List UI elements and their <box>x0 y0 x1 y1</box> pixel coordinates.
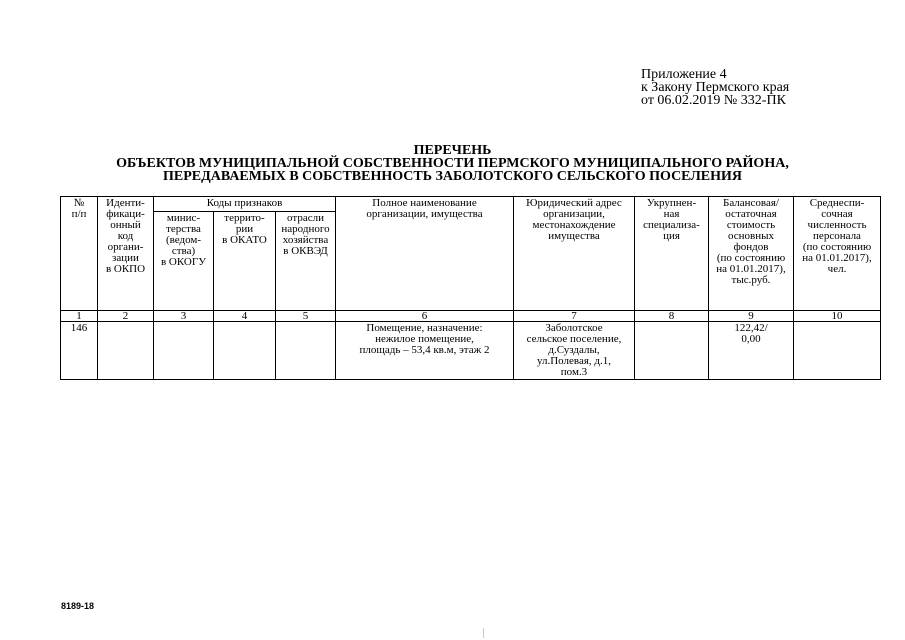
table-row <box>61 322 881 380</box>
header-okved: отрасли народного хозяйства в ОКВЭД <box>276 212 336 311</box>
title-line-2: ОБЪЕКТОВ МУНИЦИПАЛЬНОЙ СОБСТВЕННОСТИ ПЕРМСКОГО МУНИЦИПАЛЬНОГО РАЙОНА, <box>116 156 789 171</box>
title-line-1: ПЕРЕЧЕНЬ <box>413 143 492 158</box>
header-specialization: Укрупнен- ная специализа- ция <box>635 197 709 311</box>
cell-address: Заболотское сельское поселение, д.Суздалы, ул.Полевая, д.1, пом.3 <box>514 322 635 380</box>
header-name: Полное наименование организации, имущества <box>336 197 514 311</box>
cell-okogu <box>154 322 214 380</box>
cell-num: 146 <box>61 322 98 380</box>
column-number: 8 <box>635 311 709 322</box>
cell-balance: 122,42/ 0,00 <box>709 322 794 380</box>
scan-mark <box>483 628 484 638</box>
document-title <box>0 144 905 183</box>
cell-staff <box>794 322 881 380</box>
column-number: 6 <box>336 311 514 322</box>
column-number: 4 <box>214 311 276 322</box>
appendix-block <box>641 68 861 107</box>
header-okogu: минис- терства (ведом- ства) в ОКОГУ <box>154 212 214 311</box>
header-row <box>61 197 881 212</box>
column-number: 7 <box>514 311 635 322</box>
column-number: 9 <box>709 311 794 322</box>
title-line-3: ПЕРЕДАВАЕМЫХ В СОБСТВЕННОСТЬ ЗАБОЛОТСКОГО СЕЛЬСКОГО ПОСЕЛЕНИЯ <box>163 169 742 184</box>
header-address: Юридический адрес организации, местонахождение имущества <box>514 197 635 311</box>
column-number: 5 <box>276 311 336 322</box>
cell-name: Помещение, назначение: нежилое помещение, площадь – 53,4 кв.м, этаж 2 <box>336 322 514 380</box>
cell-okpo <box>98 322 154 380</box>
cell-okved <box>276 322 336 380</box>
appendix-date-line: от 06.02.2019 № 332-ПК <box>641 93 786 108</box>
column-number: 10 <box>794 311 881 322</box>
column-number: 1 <box>61 311 98 322</box>
column-number: 2 <box>98 311 154 322</box>
header-codes-group: Коды признаков <box>154 197 336 212</box>
property-table <box>60 196 881 380</box>
appendix-law-line: к Закону Пермского края <box>641 80 790 95</box>
header-okato: террито- рии в ОКАТО <box>214 212 276 311</box>
column-number-row <box>61 311 881 322</box>
header-num: № п/п <box>61 197 98 311</box>
document-code: 8189-18 <box>61 601 95 611</box>
column-number: 3 <box>154 311 214 322</box>
cell-okato <box>214 322 276 380</box>
appendix-line: Приложение 4 <box>641 67 727 82</box>
header-staff: Среднеспи- сочная численность персонала (по состоянию на 01.01.2017), чел. <box>794 197 881 311</box>
header-balance: Балансовая/ остаточная стоимость основных фондов (по состоянию на 01.01.2017), тыс.руб. <box>709 197 794 311</box>
header-okpo: Иденти- фикаци- онный код органи- зации в ОКПО <box>98 197 154 311</box>
cell-specialization <box>635 322 709 380</box>
